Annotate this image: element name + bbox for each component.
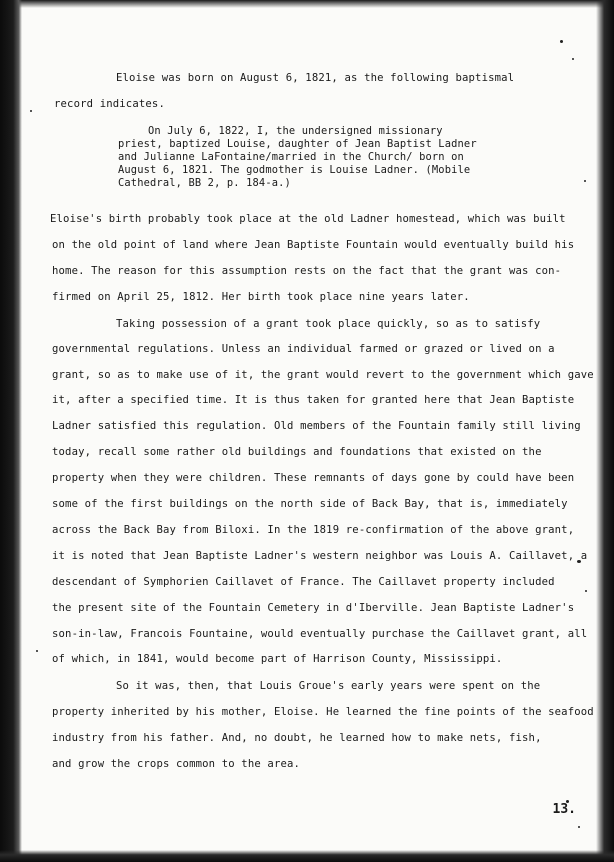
text-line: today, recall some rather old buildings and foundations that existed on the xyxy=(52,446,542,458)
scan-edge-top xyxy=(0,0,614,8)
scan-speckle xyxy=(572,58,574,60)
text-line: it, after a specified time. It is thus taken for granted here that Jean Baptiste xyxy=(52,394,575,406)
text-line: grant, so as to make use of it, the grant would revert to the government which gave xyxy=(52,369,594,381)
text-line: record indicates. xyxy=(54,98,165,110)
scan-speckle xyxy=(560,40,563,43)
quote-line: August 6, 1821. The godmother is Louise Ladner. (Mobile xyxy=(118,164,471,176)
text-line: industry from his father. And, no doubt, he learned how to make nets, fish, xyxy=(52,732,542,744)
text-line: descendant of Symphorien Caillavet of France. The Caillavet property included xyxy=(52,576,555,588)
scan-edge-bottom xyxy=(0,850,614,862)
scan-speckle xyxy=(585,590,587,592)
text-line: property inherited by his mother, Eloise. He learned the fine points of the seafood xyxy=(52,706,594,718)
quote-line: priest, baptized Louise, daughter of Jean Baptist Ladner xyxy=(118,138,477,150)
scan-edge-left xyxy=(0,0,22,862)
quote-line: On July 6, 1822, I, the undersigned missionary xyxy=(148,125,443,137)
text-line: home. The reason for this assumption rests on the fact that the grant was con- xyxy=(52,265,562,277)
text-line: some of the first buildings on the north side of Back Bay, that is, immediately xyxy=(52,498,568,510)
page-number: 13. xyxy=(552,802,576,817)
quote-line: Cathedral, BB 2, p. 184-a.) xyxy=(118,177,291,189)
text-line: and grow the crops common to the area. xyxy=(52,758,301,770)
text-line: across the Back Bay from Biloxi. In the 1819 re-confirmation of the above grant, xyxy=(52,524,575,536)
quote-line: and Julianne LaFontaine/married in the Church/ born on xyxy=(118,151,464,163)
text-line: son-in-law, Francois Fountaine, would eventually purchase the Caillavet grant, all xyxy=(52,628,588,640)
text-line: firmed on April 25, 1812. Her birth took place nine years later. xyxy=(52,291,470,303)
text-line: it is noted that Jean Baptiste Ladner's western neighbor was Louis A. Caillavet, a xyxy=(52,550,588,562)
text-line: property when they were children. These remnants of days gone by could have been xyxy=(52,472,575,484)
scan-speckle xyxy=(578,826,580,828)
text-line: on the old point of land where Jean Baptiste Fountain would eventually build his xyxy=(52,239,575,251)
scan-speckle xyxy=(36,650,38,652)
text-line: Ladner satisfied this regulation. Old members of the Fountain family still living xyxy=(52,420,581,432)
text-line: So it was, then, that Louis Groue's early years were spent on the xyxy=(116,680,541,692)
text-line: Taking possession of a grant took place quickly, so as to satisfy xyxy=(116,318,541,330)
text-line: of which, in 1841, would become part of Harrison County, Mississippi. xyxy=(52,653,503,665)
scan-edge-right xyxy=(596,0,614,862)
text-line: governmental regulations. Unless an individual farmed or grazed or lived on a xyxy=(52,343,555,355)
text-line: Eloise was born on August 6, 1821, as the following baptismal xyxy=(116,72,515,84)
scan-speckle xyxy=(584,180,586,182)
scan-speckle xyxy=(30,110,32,112)
text-line: Eloise's birth probably took place at the old Ladner homestead, which was built xyxy=(50,213,566,225)
text-line: the present site of the Fountain Cemetery in d'Iberville. Jean Baptiste Ladner's xyxy=(52,602,575,614)
